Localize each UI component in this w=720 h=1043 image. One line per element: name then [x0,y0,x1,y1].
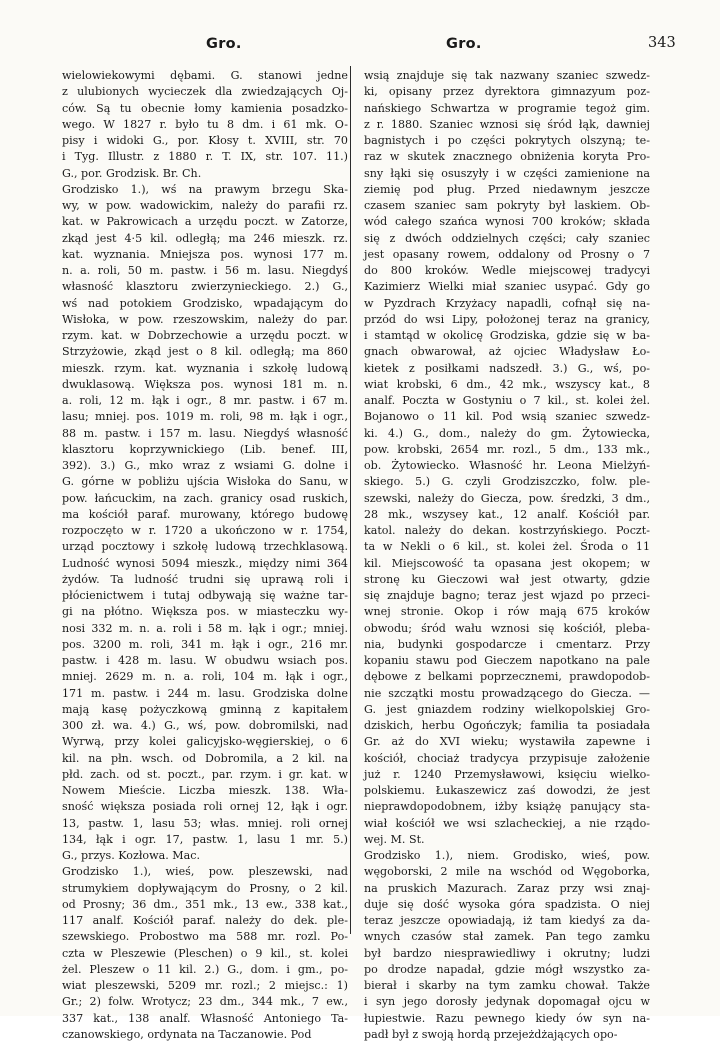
column-divider [350,66,351,934]
text-line: urząd pocztowy i szkołę ludową trzechklasową. [62,540,348,554]
text-line: był bardzo niesprawiedliwy i okrutny; ludzi [364,946,650,960]
text-line: żel. Pleszew o 11 kil. 2.) G., dom. i gm., po- [62,962,348,976]
text-line: kat. wyznania. Mniejsza pos. wynosi 177 m. [62,247,348,261]
text-line: czasem szaniec sam pokryty był laskiem. Ob- [364,199,650,212]
text-line: sny łąki się osuszyły i w części zamienione na [364,166,650,180]
text-line: Kazimierz Wielki miał szaniec usypać. Gdy go [364,280,650,294]
text-line: 337 kat., 138 analf. Własność Antoniego Ta- [62,1011,348,1025]
text-line: na pruskich Mazurach. Zaraz przy wsi znaj- [364,881,650,895]
text-line: Grodzisko 1.), niem. Grodisko, wieś, pow. [364,849,650,862]
text-line: łupiestwie. Razu pewnego kiedy ów syn na- [364,1011,650,1025]
text-line: mają kasę pożyczkową gminną z kapitałem [62,702,348,716]
text-line: i stamtąd w okolicę Grodziska, gdzie się w ba- [364,329,650,342]
page-number: 343 [648,35,676,51]
text-line: Gr.; 2) folw. Wrotycz; 23 dm., 344 mk., 7 ew., [62,995,348,1009]
text-line: się z dwóch oddzielnych części; cały szaniec [364,231,650,245]
text-line: zkąd jest 4·5 kil. odległą; ma 246 mieszk. rz. [62,231,348,245]
text-line: mniej. 2629 m. n. a. roli, 104 m. łąk i ogr., [62,670,348,684]
text-line: wnej stronie. Okop i rów mają 675 kroków [364,605,650,619]
text-line: węgoborski, 2 mile na wschód od Węgoborka, [364,865,650,879]
text-line: wiat krobski, 6 dm., 42 mk., wszyscy kat., 8 [364,377,650,391]
text-line: 88 m. pastw. i 157 m. lasu. Niegdyś własność [62,426,348,440]
text-line: wielowiekowymi dębami. G. stanowi jedne [62,69,348,82]
text-line: n. a. roli, 50 m. pastw. i 56 m. lasu. Niegdyś [62,264,348,277]
text-line: nosi 332 m. n. a. roli i 58 m. łąk i ogr.; mniej. [62,621,348,635]
text-line: kil. Miejscowość ta opasana jest okopem; w [364,556,650,570]
text-line: Wisłoka, w pow. rzeszowskim, należy do par. [62,312,348,326]
running-head-left: Gro. [206,36,242,52]
text-line: z ulubionych wycieczek dla zwiedzających Oj- [62,85,348,99]
text-line: w Pyzdrach Krzyżacy napadli, cofnął się na- [364,296,650,310]
text-line: kat. w Pakrowicach a urzędu poczt. w Zatorze, [62,215,348,229]
text-line: bagnistych i po części pokrytych olszyną; te- [364,134,650,147]
text-line: obwodu; śród wału wznosi się kościół, pleba- [364,621,650,635]
text-line: po drodze napadał, gdzie mógł wszystko za- [364,962,650,976]
text-line: Nowem Mieście. Liczba mieszk. 138. Wła- [62,784,348,797]
text-line: bierał i skarby na tym zamku chował. Także [364,979,650,992]
text-line: 28 mk., wszysey kat., 12 analf. Kościół par. [364,507,650,521]
text-line: Grodzisko 1.), wieś, pow. pleszewski, nad [62,865,348,879]
text-line: nańskiego Schwartza w programie tegoż gim. [364,101,650,115]
text-column-right [364,68,650,1043]
text-line: wś nad potokiem Grodzisko, wpadającym do [62,296,348,310]
text-line: ta w Nekli o 6 kil., st. kolei żel. Środa o 11 [364,540,650,554]
text-line: pow. krobski, 2654 mr. rozl., 5 dm., 133 mk., [364,442,650,456]
text-line: ki, opisany przez dyrektora gimnazyum poz- [364,85,650,99]
text-line: już r. 1240 Przemysławowi, księciu wielko- [364,767,650,781]
text-line: ziemię pod pług. Przed niedawnym jeszcze [364,182,650,196]
text-line: Grodzisko 1.), wś na prawym brzegu Ska- [62,182,348,196]
text-line: gi na płótno. Większa pos. w miasteczku wy- [62,605,348,619]
text-line: płócienictwem i tutaj odbywają się ważne tar- [62,589,348,602]
text-line: stronę ku Gieczowi wał jest otwarty, gdzie [364,572,650,586]
text-line: Strzyżowie, zkąd jest o 8 kil. odległą; ma 860 [62,345,348,359]
text-line: dębowe z belkami poprzecznemi, prawdopodob- [364,670,650,684]
text-line: pastw. i 428 m. lasu. W obudwu wsiach pos. [62,654,348,667]
text-line: ma kościół paraf. murowany, którego budowę [62,507,348,521]
text-line: wód całego szańca wynosi 700 kroków; składa [364,215,650,229]
text-line: 300 zł. wa. 4.) G., wś, pow. dobromilski, nad [62,719,348,732]
text-line: teraz jeszcze opowiadają, iż tam kiedyś za da- [364,914,650,927]
text-line: płd. zach. od st. poczt., par. rzym. i gr. kat. w [62,767,348,781]
text-line: duje się dość wysoka góra spadzista. O niej [364,897,650,911]
text-line: własność klasztoru zwierzynieckiego. 2.) G., [62,280,348,294]
text-line: i syn jego dorosły jedynak dopomagał ojcu w [364,995,650,1009]
text-line: mieszk. rzym. kat. wyznania i szkołę ludową [62,361,348,375]
text-line: od Prosny; 36 dm., 351 mk., 13 ew., 338 kat., [62,897,348,911]
text-line: G. górne w pobliżu ujścia Wisłoka do Sanu, w [62,475,348,489]
text-line: czanowskiego, ordynata na Taczanowie. Pod [62,1027,312,1041]
text-line: a. roli, 12 m. łąk i ogr., 8 mr. pastw. i 67 m. [62,394,348,407]
running-head-right: Gro. [446,36,482,52]
text-line: i Tyg. Illustr. z 1880 r. T. IX, str. 107. 11.) [62,150,348,164]
text-line: katol. należy do dekan. kostrzyńskiego. Poczt- [364,524,650,537]
text-line: 13, pastw. 1, lasu 53; włas. mniej. roli ornej [62,816,348,830]
text-line: 117 analf. Kościół paraf. należy do dek. ple- [62,914,348,927]
text-line: G., przys. Kozłowa. Mac. [62,849,200,862]
text-line: wej. M. St. [364,832,425,846]
text-line: dwuklasową. Większa pos. wynosi 181 m. n. [62,377,348,391]
text-line: Ludność wynosi 5094 mieszk., między nimi 364 [62,556,348,570]
text-line: padł był z swoją hordą przejeżdżających opo- [364,1027,618,1041]
text-line: 392). 3.) G., mko wraz z wsiami G. dolne i [62,459,348,472]
text-line: sność większa posiada roli ornej 12, łąk i ogr. [62,800,348,814]
text-line: szewski, należy do Giecza, pow. średzki, 3 dm., [364,491,650,505]
text-line: nie szczątki mostu prowadzącego do Giecza. — [364,686,650,700]
text-column-left [62,68,348,1043]
text-line: kopaniu stawu pod Gieczem napotkano na pale [364,654,650,667]
text-line: wnych czasów stał zamek. Pan tego zamku [364,930,650,944]
text-line: wego. W 1827 r. było tu 8 dm. i 61 mk. O- [62,117,348,131]
text-line: skiego. 5.) G. czyli Grodziszczko, folw. ple- [364,475,650,489]
text-line: wiał kościół we wsi szlacheckiej, a nie rządo- [364,816,650,830]
text-line: nia, budynki gospodarcze i cmentarz. Przy [364,637,650,651]
text-line: 171 m. pastw. i 244 m. lasu. Grodziska dolne [62,686,348,700]
text-line: raz w skutek znacznego obniżenia koryta Pro- [364,150,650,164]
text-line: polskiemu. Łukaszewicz zaś dowodzi, że jest [364,784,650,797]
text-line: dziskich, herbu Ogończyk; familia ta posiadała [364,719,650,732]
text-line: wiat pleszewski, 5209 mr. rozl.; 2 miejsc.: 1) [62,979,348,992]
text-line: klasztoru koprzywnickiego (Lib. benef. III, [62,442,348,456]
text-line: przód do wsi Lipy, położonej teraz na granicy, [364,312,650,326]
text-line: żydów. Ta ludność trudni się uprawą roli i [62,572,348,586]
text-line: szewskiego. Probostwo ma 588 mr. rozl. Po- [62,930,348,944]
text-line: Gr. aż do XVI wieku; wystawiła zapewne i [364,735,650,749]
text-line: rozpoczęto w r. 1720 a ukończono w r. 1754, [62,524,348,537]
text-line: ców. Są tu obecnie łomy kamienia posadzko- [62,101,348,115]
text-line: kościół, chociaż tradycya przypisuje założenie [364,751,650,765]
text-line: wy, w pow. wadowickim, należy do parafii rz. [62,199,348,212]
text-line: się znajduje bagno; teraz jest wjazd po przeci- [364,589,650,602]
text-line: jest opasany rowem, oddalony od Prosny o 7 [364,247,650,261]
text-line: pisy i widoki G., por. Kłosy t. XVIII, str. 70 [62,134,348,147]
text-line: kietek z posiłkami nadszedł. 3.) G., wś, po- [364,361,650,375]
text-line: 134, łąk i ogr. 17, pastw. 1, lasu 1 mr. 5.) [62,832,348,846]
text-line: Bojanowo o 11 kil. Pod wsią szaniec szwedz- [364,410,650,424]
text-line: analf. Poczta w Gostyniu o 7 kil., st. kolei żel. [364,394,650,407]
text-line: G., por. Grodzisk. Br. Ch. [62,166,202,180]
text-line: czta w Pleszewie (Pleschen) o 9 kil., st. kolei [62,946,348,960]
text-line: rzym. kat. w Dobrzechowie a urzędu poczt. w [62,329,348,342]
text-line: ki. 4.) G., dom., należy do gm. Żytowiecka, [364,426,650,440]
text-line: nieprawdopodobnem, iżby książę panujący sta- [364,800,650,814]
text-line: G. jest gniazdem rodziny wielkopolskiej Gro- [364,702,650,716]
text-line: z r. 1880. Szaniec wznosi się śród łąk, dawniej [364,117,650,131]
text-line: ob. Żytowiecko. Własność hr. Leona Mielżyń- [364,459,650,472]
text-line: pow. łańcuckim, na zach. granicy osad ruskich, [62,491,348,505]
text-line: do 800 kroków. Wedle miejscowej tradycyi [364,264,650,277]
text-line: wsią znajduje się tak nazwany szaniec szwedz- [364,69,650,82]
text-line: kil. na płn. wsch. od Dobromila, a 2 kil. na [62,751,348,765]
text-line: lasu; mniej. pos. 1019 m. roli, 98 m. łąk i ogr., [62,410,348,424]
text-line: Wyrwą, przy kolei galicyjsko-węgierskiej, o 6 [62,735,348,749]
text-line: gnach obwarował, aż ojciec Władysław Ło- [364,345,650,359]
text-line: pos. 3200 m. roli, 341 m. łąk i ogr., 216 mr. [62,637,348,651]
text-line: strumykiem dopływającym do Prosny, o 2 kil. [62,881,348,895]
